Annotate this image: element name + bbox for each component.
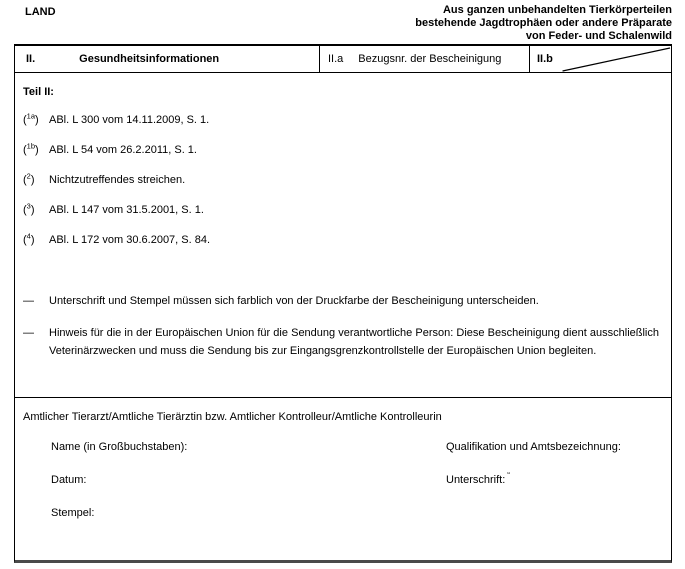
reference-number-label: II.a [328, 53, 344, 65]
document-box [14, 44, 672, 563]
footnote-text: ABl. L 300 vom 14.11.2009, S. 1. [49, 114, 210, 126]
notes-section [15, 73, 671, 398]
signature-section [15, 398, 671, 560]
footnote-item [15, 202, 671, 218]
document-title-line: von Feder- und Schalenwild [525, 30, 672, 42]
footnote-text: Nichtzutreffendes streichen. [49, 174, 186, 186]
note-text: Unterschrift und Stempel müssen sich farblich von der Druckfarbe der Bescheinigung unterscheiden. [49, 295, 539, 307]
footnote-item [15, 232, 671, 248]
footnote-marker: ($^{1a}$) [23, 111, 39, 126]
section-header-cell [15, 46, 319, 72]
note-text: Hinweis für die in der Europäischen Union für die Sendung verantwortliche Person: Diese Bescheinigung dient ausschließlich Veterinärzwecken und muss die Sendung bis zur Eingangsgrenzkontrollstelle der Europäischen Union begleiten. [49, 327, 659, 357]
document-title [415, 4, 672, 43]
footnote-marker: ($^3$) [23, 201, 35, 216]
note-item [15, 292, 671, 310]
qualification-label: Qualifikation und Amtsbezeichnung: [446, 441, 621, 453]
footnote-text: ABl. L 172 vom 30.6.2007, S. 84. [49, 234, 211, 246]
empty-cell [446, 505, 671, 522]
reference-number-cell [319, 46, 529, 72]
footnote-marker: ($^{1b}$) [23, 141, 39, 156]
stamp-label: Stempel: [51, 507, 95, 519]
footnote-marker: ($^4$) [23, 231, 35, 246]
signature-footnote-mark: “ [507, 471, 510, 481]
cell-iib [529, 46, 671, 72]
section-number: II. [26, 53, 36, 65]
document-title-line: Aus ganzen unbehandelten Tierkörperteilen [442, 4, 672, 16]
signature-fields [51, 439, 671, 522]
footnote-item [15, 172, 671, 188]
note-item [15, 324, 671, 360]
part-ii-label: Teil II: [23, 86, 54, 98]
footnote-item [15, 112, 671, 128]
diagonal-strike-line [530, 46, 671, 72]
land-label: LAND [25, 6, 56, 18]
footnote-text: ABl. L 54 vom 26.2.2011, S. 1. [49, 144, 197, 156]
date-label: Datum: [51, 474, 87, 486]
dash-bullet: — [23, 295, 34, 307]
table-header-row [15, 46, 671, 73]
signature-label: Unterschrift: “ [446, 471, 510, 486]
name-label: Name (in Großbuchstaben): [51, 441, 188, 453]
section-title: Gesundheitsinformationen [79, 53, 220, 65]
signatory-title: Amtlicher Tierarzt/Amtliche Tierärztin bzw. Amtlicher Kontrolleur/Amtliche Kontrolleurin [23, 411, 442, 423]
dash-bullet: — [23, 327, 34, 339]
footnote-item [15, 142, 671, 158]
document-title-line: bestehende Jagdtrophäen oder andere Präparate [415, 17, 672, 29]
reference-description: Bezugsnr. der Bescheinigung [358, 53, 502, 65]
footnote-text: ABl. L 147 vom 31.5.2001, S. 1. [49, 204, 204, 216]
footnote-marker: ($^2$) [23, 171, 35, 186]
cell-iib-label: II.b [537, 53, 553, 65]
